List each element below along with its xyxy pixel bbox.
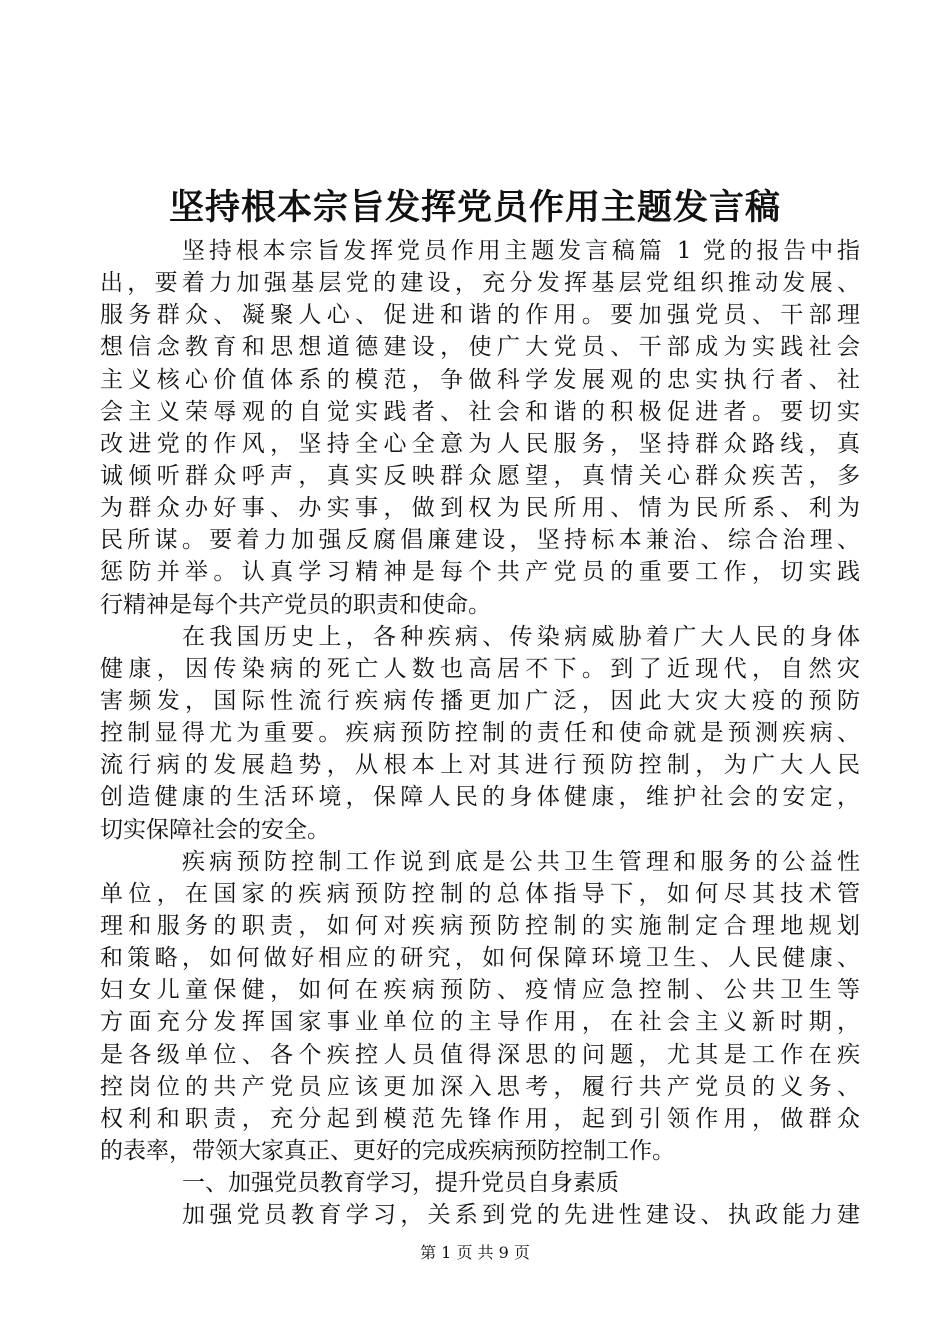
text-line: 权利和职责，充分起到模范先锋作用，起到引领作用，做群众 — [100, 1105, 860, 1132]
text-line: 主义核心价值体系的模范，争做科学发展观的忠实执行者、社 — [100, 366, 860, 393]
text-line: 改进党的作风，坚持全心全意为人民服务，坚持群众路线，真 — [100, 430, 860, 457]
text-line: 服务群众、凝聚人心、促进和谐的作用。要加强党员、干部理 — [100, 302, 860, 329]
text-line: 流行病的发展趋势，从根本上对其进行预防控制，为广大人民 — [100, 752, 860, 779]
text-line: 行精神是每个共产党员的职责和使命。 — [100, 591, 491, 618]
section-heading: 一、加强党员教育学习，提升党员自身素质 — [182, 1170, 619, 1197]
text-line: 疾病预防控制工作说到底是公共卫生管理和服务的公益性 — [182, 848, 860, 875]
text-line: 切实保障社会的安全。 — [100, 816, 330, 843]
text-line: 妇女儿童保健，如何在疾病预防、疫情应急控制、公共卫生等 — [100, 977, 860, 1004]
text-line: 惩防并举。认真学习精神是每个共产党员的重要工作，切实践 — [100, 559, 860, 586]
text-line: 想信念教育和思想道德建设，使广大党员、干部成为实践社会 — [100, 334, 860, 361]
text-line: 加强党员教育学习，关系到党的先进性建设、执政能力建 — [182, 1202, 860, 1229]
document-title: 坚持根本宗旨发挥党员作用主题发言稿 — [168, 187, 781, 228]
text-line: 在我国历史上，各种疾病、传染病威胁着广大人民的身体 — [182, 623, 860, 650]
text-line: 会主义荣辱观的自觉实践者、社会和谐的积极促进者。要切实 — [100, 398, 860, 425]
text-line: 的表率，带领大家真正、更好的完成疾病预防控制工作。 — [100, 1137, 675, 1164]
document-body — [100, 235, 860, 1231]
text-line: 健康，因传染病的死亡人数也高居不下。到了近现代，自然灾 — [100, 655, 860, 682]
text-line: 和策略，如何做好相应的研究，如何保障环境卫生、人民健康、 — [100, 945, 860, 972]
text-line: 控岗位的共产党员应该更加深入思考，履行共产党员的义务、 — [100, 1073, 860, 1100]
text-line: 民所谋。要着力加强反腐倡廉建设，坚持标本兼治、综合治理、 — [100, 527, 860, 554]
page-footer: 第 1 页 共 9 页 — [420, 1243, 530, 1262]
text-line: 出，要着力加强基层党的建设，充分发挥基层党组织推动发展、 — [100, 270, 860, 297]
text-line: 创造健康的生活环境，保障人民的身体健康，维护社会的安定， — [100, 784, 860, 811]
text-line: 坚持根本宗旨发挥党员作用主题发言稿篇 1 党的报告中指 — [182, 238, 860, 264]
text-line: 单位，在国家的疾病预防控制的总体指导下，如何尽其技术管 — [100, 880, 860, 907]
text-line: 理和服务的职责，如何对疾病预防控制的实施制定合理地规划 — [100, 912, 860, 939]
text-line: 控制显得尤为重要。疾病预防控制的责任和使命就是预测疾病、 — [100, 720, 860, 747]
text-line: 诚倾听群众呼声，真实反映群众愿望，真情关心群众疾苦，多 — [100, 462, 860, 489]
text-line: 方面充分发挥国家事业单位的主导作用，在社会主义新时期， — [100, 1009, 860, 1036]
text-line: 为群众办好事、办实事，做到权为民所用、情为民所系、利为 — [100, 495, 860, 522]
text-line: 害频发，国际性流行疾病传播更加广泛，因此大灾大疫的预防 — [100, 687, 860, 714]
text-line: 是各级单位、各个疾控人员值得深思的问题，尤其是工作在疾 — [100, 1041, 860, 1068]
